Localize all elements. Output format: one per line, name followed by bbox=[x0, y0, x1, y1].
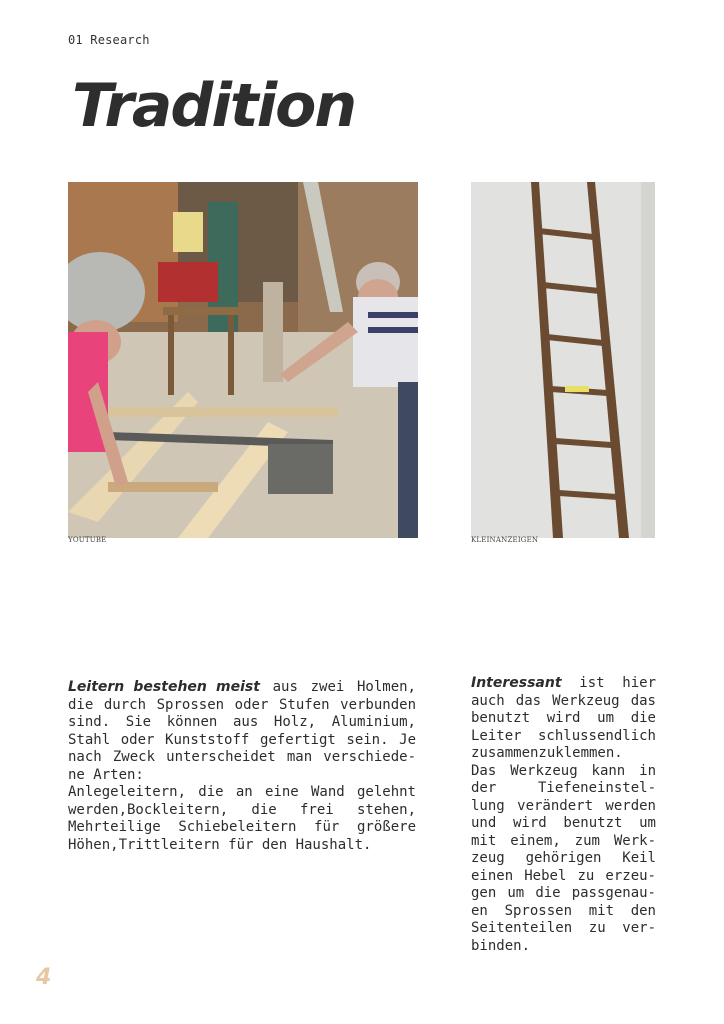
workshop-photo bbox=[68, 182, 418, 538]
paragraph-types: Anlegeleitern, die an eine Wand gelehnt werden,Bockleitern, die frei stehen, Mehrteilige Schiebeleitern für größere Höhen,Trittleitern für den Haushalt. bbox=[68, 784, 416, 853]
paragraph-intro-text: aus zwei Holmen, die durch Sprossen oder Stufen verbunden sind. Sie können aus Holz, Aluminium, Stahl oder Kunststoff gefertigt sein. Je nach Zweck unterscheidet man verschiede-ne Arten: bbox=[68, 679, 416, 783]
photo-credit-kleinanzeigen: KLEINANZEIGEN bbox=[471, 536, 539, 544]
section-label: 01 Research bbox=[68, 33, 150, 47]
lead-phrase: Interessant bbox=[471, 675, 562, 691]
ladder-photo bbox=[471, 182, 655, 538]
ladder-photo-image bbox=[471, 182, 655, 538]
page-title: Tradition bbox=[72, 71, 356, 141]
paragraph-tool bbox=[471, 675, 656, 955]
paragraph-tool-text: ist hier auch das Werkzeug das benutzt wird um die Leiter schlussendlich zusammenzuklemmen. Das Werkzeug kann in der Tiefeneinstel-lung verändert werden und wird benutzt um mit einem, zum Werk-zeug gehörigen Keil einen Hebel zu erzeu-gen um die passgenau-en Sprossen mit den Seitenteilen zu ver-binden. bbox=[471, 675, 656, 954]
body-text-right bbox=[471, 675, 656, 955]
body-text-left bbox=[68, 679, 416, 854]
page-number: 4 bbox=[36, 965, 52, 990]
photo-credit-youtube: YOUTUBE bbox=[68, 536, 107, 544]
workshop-photo-image bbox=[68, 182, 418, 538]
paragraph-intro bbox=[68, 679, 416, 784]
lead-phrase: Leitern bestehen meist bbox=[68, 679, 260, 695]
